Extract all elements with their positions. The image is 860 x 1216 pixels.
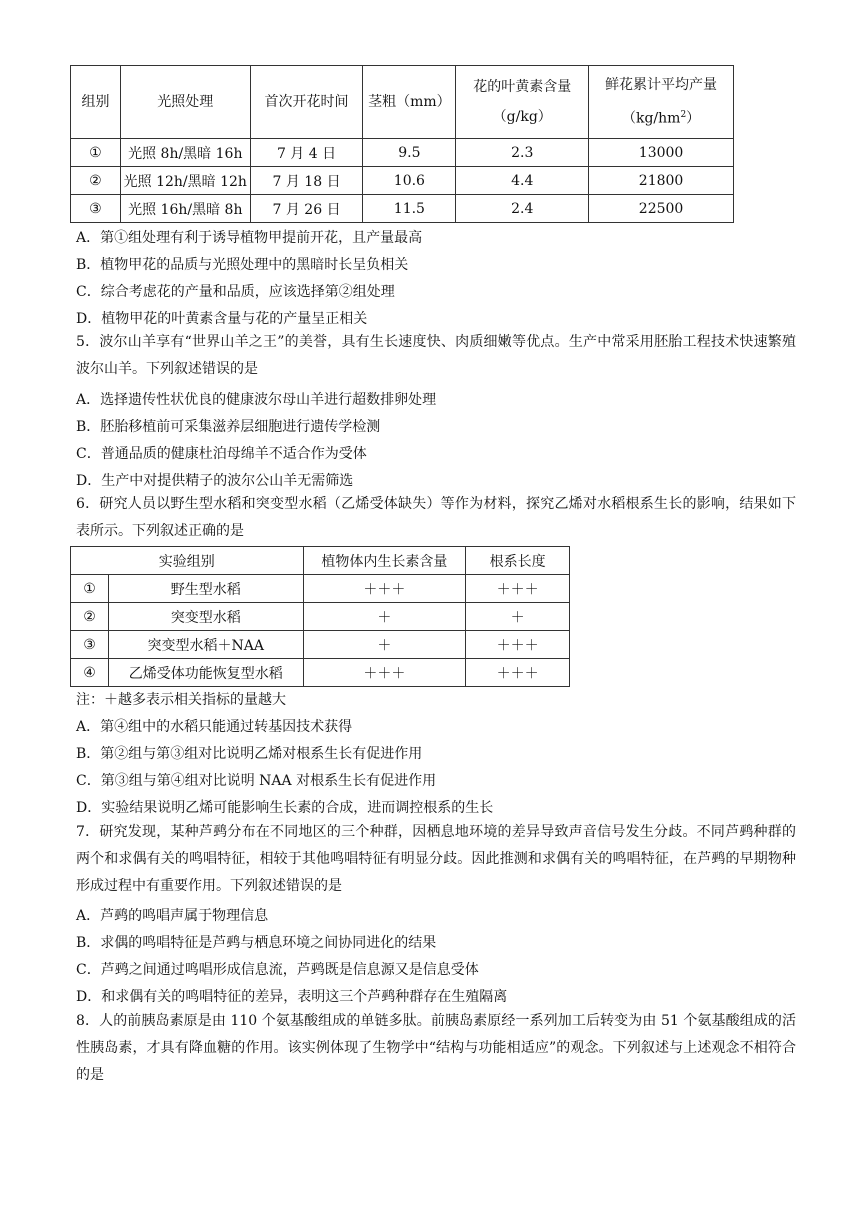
header-first-bloom: 首次开花时间: [250, 66, 363, 139]
cell-name: 突变型水稻: [108, 603, 303, 631]
q5-option-b: B．胚胎移植前可采集滋养层细胞进行遗传学检测: [76, 419, 381, 435]
cell-stem: 11.5: [363, 195, 456, 223]
header-yield: [589, 66, 734, 139]
header-group: 组别: [71, 66, 121, 139]
cell-name: 野生型水稻: [108, 575, 303, 603]
q7-option-b: B．求偶的鸣唱特征是芦鹀与栖息环境之间协同进化的结果: [76, 935, 437, 951]
cell-group: ②: [71, 167, 121, 195]
table-header-row: [71, 66, 734, 139]
cell-light: 光照 16h/黑暗 8h: [120, 195, 250, 223]
cell-auxin: ＋: [303, 603, 466, 631]
q6-note: 注：＋越多表示相关指标的量越大: [76, 692, 286, 708]
cell-light: 光照 8h/黑暗 16h: [120, 139, 250, 167]
q7-option-c: C．芦鹀之间通过鸣唱形成信息流，芦鹀既是信息源又是信息受体: [76, 962, 479, 978]
cell-lutein: 2.4: [456, 195, 589, 223]
q8-stem: 8．人的前胰岛素原是由 110 个氨基酸组成的单链多肽。前胰岛素原经一系列加工后转变为由 51 个氨基酸组成的活性胰岛素，才具有降血糖的作用。该实例体现了生物学中“结构与功能相适应”的观念。下列叙述与上述观念不相符合的是: [76, 1013, 796, 1083]
header-light: 光照处理: [120, 66, 250, 139]
cell-bloom: 7 月 26 日: [250, 195, 363, 223]
q4-option-b: B．植物甲花的品质与光照处理中的黑暗时长呈负相关: [76, 257, 409, 273]
cell-yield: 22500: [589, 195, 734, 223]
q6-option-b: B．第②组与第③组对比说明乙烯对根系生长有促进作用: [76, 746, 423, 762]
cell-bloom: 7 月 18 日: [250, 167, 363, 195]
header-auxin: 植物体内生长素含量: [303, 547, 466, 575]
cell-root: ＋＋＋: [466, 659, 570, 687]
cell-auxin: ＋＋＋: [303, 575, 466, 603]
cell-root: ＋: [466, 603, 570, 631]
cell-group: ③: [71, 195, 121, 223]
cell-light: 光照 12h/黑暗 12h: [120, 167, 250, 195]
q4-option-a: A．第①组处理有利于诱导植物甲提前开花，且产量最高: [76, 230, 423, 246]
table-row: [71, 575, 570, 603]
yield-unit-sup: 2: [680, 110, 687, 121]
header-lutein: [456, 66, 589, 139]
q5-option-c: C．普通品质的健康杜泊母绵羊不适合作为受体: [76, 446, 367, 462]
cell-name: 乙烯受体功能恢复型水稻: [108, 659, 303, 687]
q6-option-d: D．实验结果说明乙烯可能影响生长素的合成，进而调控根系的生长: [76, 800, 494, 816]
cell-bloom: 7 月 4 日: [250, 139, 363, 167]
table-row: [71, 167, 734, 195]
table-row: [71, 139, 734, 167]
cell-number: ④: [71, 659, 109, 687]
cell-root: ＋＋＋: [466, 631, 570, 659]
cell-number: ②: [71, 603, 109, 631]
table-row: [71, 195, 734, 223]
table-row: [71, 603, 570, 631]
cell-stem: 9.5: [363, 139, 456, 167]
cell-auxin: ＋＋＋: [303, 659, 466, 687]
yield-unit-close: ）: [686, 110, 701, 127]
ethylene-table: [70, 546, 570, 687]
header-lutein-line2: （g/kg）: [492, 109, 552, 125]
header-lutein-line1: 花的叶黄素含量: [473, 79, 572, 95]
q6-option-c: C．第③组与第④组对比说明 NAA 对根系生长有促进作用: [76, 773, 437, 789]
q5-option-d: D．生产中对提供精子的波尔公山羊无需筛选: [76, 473, 354, 489]
table-row: [71, 631, 570, 659]
q7-option-a: A．芦鹀的鸣唱声属于物理信息: [76, 908, 269, 924]
q4-option-c: C．综合考虑花的产量和品质，应该选择第②组处理: [76, 284, 395, 300]
cell-lutein: 2.3: [456, 139, 589, 167]
cell-yield: 21800: [589, 167, 734, 195]
q5-stem: 5．波尔山羊享有“世界山羊之王”的美誉，具有生长速度快、肉质细嫩等优点。生产中常采用胚胎工程技术快速繁殖波尔山羊。下列叙述错误的是: [76, 334, 796, 377]
q6-option-a: A．第④组中的水稻只能通过转基因技术获得: [76, 719, 353, 735]
q7-option-d: D．和求偶有关的鸣唱特征的差异，表明这三个芦鹀种群存在生殖隔离: [76, 989, 508, 1005]
table-row: [71, 659, 570, 687]
header-yield-line1: 鲜花累计平均产量: [605, 77, 718, 94]
cell-number: ③: [71, 631, 109, 659]
header-stem: 茎粗（mm）: [363, 66, 456, 139]
header-root-length: 根系长度: [466, 547, 570, 575]
cell-yield: 13000: [589, 139, 734, 167]
q4-option-d: D．植物甲花的叶黄素含量与花的产量呈正相关: [76, 311, 368, 327]
table-header-row: [71, 547, 570, 575]
cell-number: ①: [71, 575, 109, 603]
cell-root: ＋＋＋: [466, 575, 570, 603]
yield-unit: （kg/hm: [621, 110, 681, 127]
photoperiod-table: [70, 65, 734, 223]
header-yield-line2: [589, 105, 733, 129]
header-experiment-group: 实验组别: [71, 547, 304, 575]
cell-stem: 10.6: [363, 167, 456, 195]
cell-name: 突变型水稻＋NAA: [108, 631, 303, 659]
cell-lutein: 4.4: [456, 167, 589, 195]
q5-option-a: A．选择遗传性状优良的健康波尔母山羊进行超数排卵处理: [76, 392, 437, 408]
cell-group: ①: [71, 139, 121, 167]
cell-auxin: ＋: [303, 631, 466, 659]
q7-stem: 7．研究发现，某种芦鹀分布在不同地区的三个种群，因栖息地环境的差异导致声音信号发生分歧。不同芦鹀种群的两个和求偶有关的鸣唱特征，相较于其他鸣唱特征有明显分歧。因此推测和求偶有关的鸣唱特征，在芦鹀的早期物种形成过程中有重要作用。下列叙述错误的是: [76, 824, 796, 894]
q6-stem: 6．研究人员以野生型水稻和突变型水稻（乙烯受体缺失）等作为材料，探究乙烯对水稻根系生长的影响，结果如下表所示。下列叙述正确的是: [76, 496, 796, 539]
